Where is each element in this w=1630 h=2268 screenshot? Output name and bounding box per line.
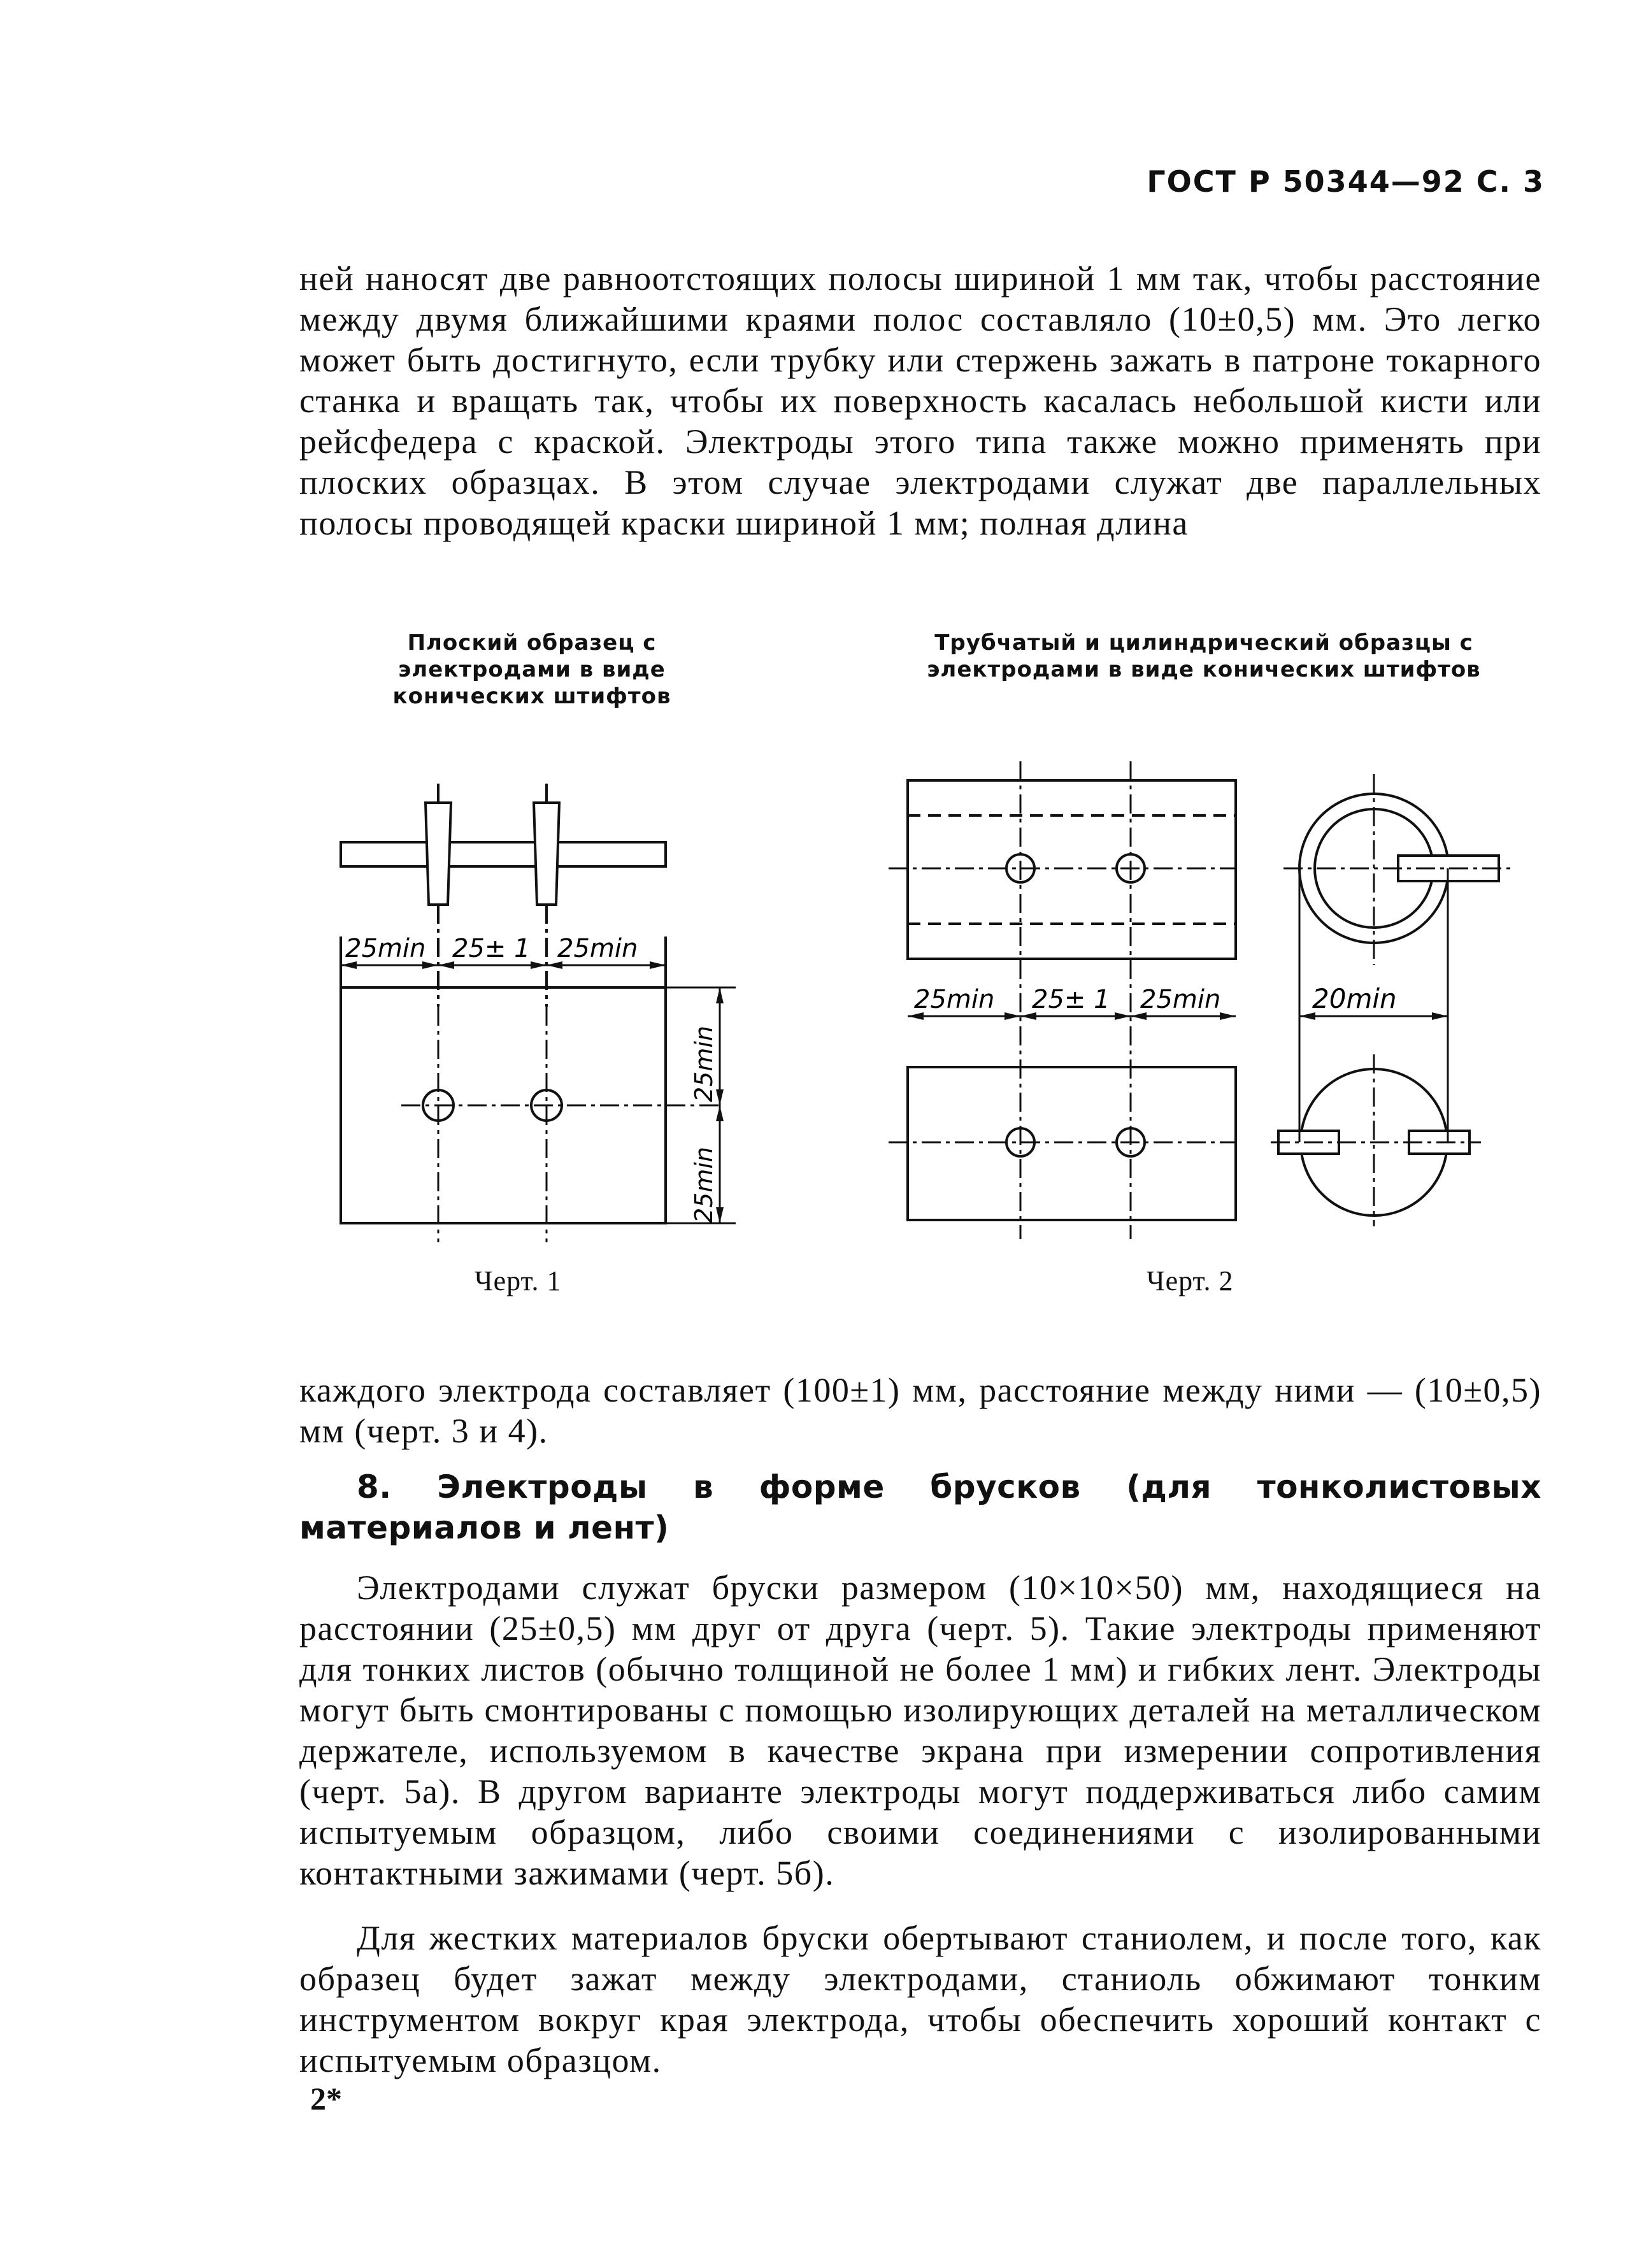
fig2-dim-1: 25min (914, 985, 995, 1014)
paragraph-4: Для жестких материалов бруски обертывают станиолем, и после того, как образец будет зажат между электродами, станиоль обжимают тонким инструментом вокруг края электрода, чтобы обеспечить хороший контакт с испытуемым образцом. (299, 1919, 1541, 2079)
figure-2-caption: Трубчатый и цилиндрический образцы с электродами в виде конических штифтов (927, 630, 1481, 682)
fig1-dim-2: 25± 1 (452, 934, 531, 963)
section-8-heading: 8. Электроды в форме брусков (для тонколистовых материалов и лент) (299, 1468, 1541, 1546)
paragraph-2: каждого электрода составляет (100±1) мм, расстояние между ними — (10±0,5) мм (черт. 3 и 4). (299, 1371, 1541, 1450)
fig2-dim-3: 25min (1140, 985, 1221, 1014)
fig2-dim-2: 25± 1 (1032, 985, 1110, 1014)
fig1-dim-3: 25min (557, 934, 638, 963)
cylinder-view (908, 1067, 1236, 1220)
page-mark: 2* (310, 2081, 342, 2116)
paragraph-1: ней наносят две равноотстоящих полосы шириной 1 мм так, чтобы расстояние между двумя ближайшими краями полос составляло (10±0,5) мм. Это легко может быть достигнуто, если трубку или стержень зажать в патроне токарного станка и вращать так, чтобы их поверхность касалась небольшой кисти или рейсфедера с краской. Электроды этого типа также можно применять при плоских образцах. В этом случае электродами служат две параллельных полосы проводящей краски шириной 1 мм; полная длина (299, 259, 1541, 542)
paragraph-3: Электродами служат бруски размером (10×10×50) мм, находящиеся на расстоянии (25±0,5) мм друг от друга (черт. 5). Такие электроды применяют для тонких листов (обычно толщиной не более 1 мм) и гибких лент. Электроды могут быть смонтированы с помощью изолирующих деталей на металлическом держателе, используемом в качестве экрана при измерении сопротивления (черт. 5а). В другом варианте электроды могут поддерживаться либо самим испытуемым образцом, либо своими соединениями с изолированными контактными зажимами (черт. 5б). (299, 1568, 1541, 1892)
fig1-dim-v1: 25min (690, 1025, 718, 1102)
figure-2-label: Черт. 2 (1147, 1265, 1234, 1296)
figure-1-caption: Плоский образец с электродами в виде конических штифтов (392, 630, 671, 709)
tube-view-top (908, 780, 1236, 959)
fig1-dim-1: 25min (345, 934, 426, 963)
document-header: ГОСТ Р 50344—92 С. 3 (1147, 164, 1545, 199)
figure-1-drawing (331, 784, 777, 1242)
fig2-dim-4: 20min (1312, 983, 1397, 1014)
figure-2-drawing (889, 761, 1532, 1239)
figure-1-label: Черт. 1 (475, 1265, 562, 1296)
conical-pin-right (534, 803, 559, 905)
conical-pin-left (425, 803, 451, 905)
plate-side-view (341, 842, 666, 866)
fig1-dim-v2: 25min (690, 1146, 718, 1223)
